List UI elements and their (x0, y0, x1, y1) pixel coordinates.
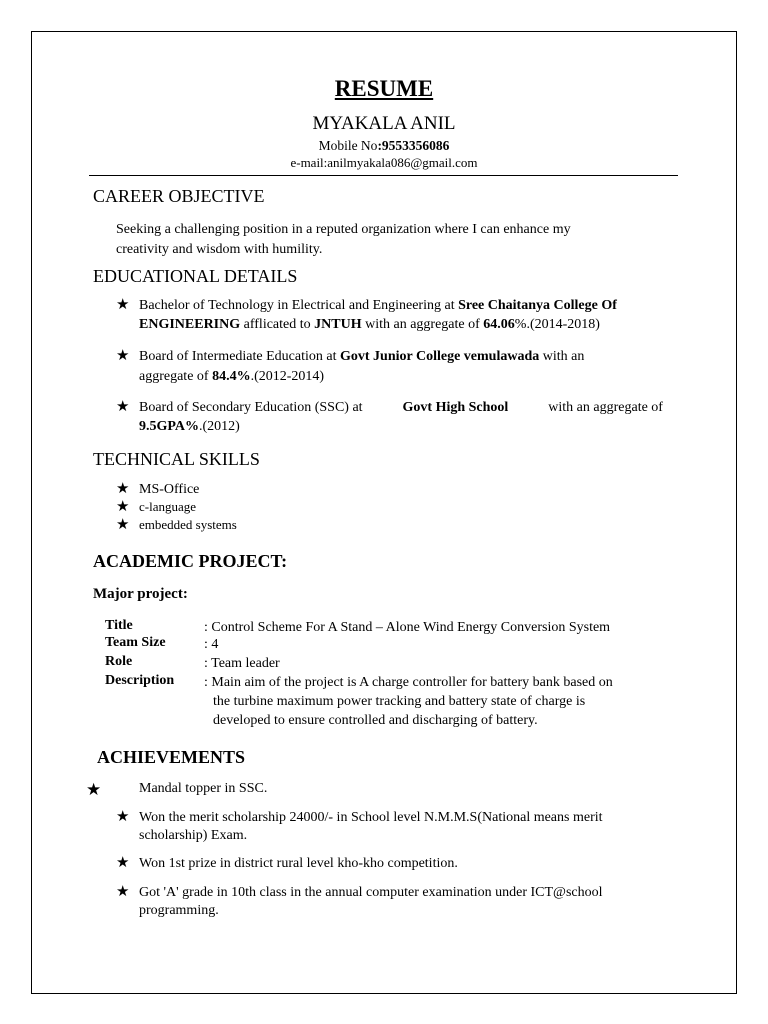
skills-heading: TECHNICAL SKILLS (93, 449, 260, 469)
star-bullet-icon: ★ (116, 297, 130, 313)
description-label: Description (105, 673, 175, 688)
objective-line-2: creativity and wisdom with humility. (116, 242, 323, 257)
mobile-number: :9553356086 (377, 138, 450, 153)
project-title-label: Title (105, 618, 133, 633)
resume-title: RESUME (334, 76, 434, 101)
education-btech-line-1: Bachelor of Technology in Electrical and Engineering at Sree Chaitanya College Of (139, 298, 617, 313)
achievement-item: Won the merit scholarship 24000/- in School level N.M.M.S(National means merit (139, 810, 603, 825)
skill-item: embedded systems (139, 517, 237, 532)
description-line-3: developed to ensure controlled and discharging of battery. (213, 713, 538, 728)
star-bullet-icon: ★ (116, 348, 130, 364)
description-line-2: the turbine maximum power tracking and battery state of charge is (213, 694, 586, 709)
star-bullet-icon: ★ (116, 481, 130, 497)
team-size-label: Team Size (105, 635, 166, 650)
education-btech-line-2: ENGINEERING afflicated to JNTUH with an aggregate of 64.06%.(2014-2018) (139, 317, 600, 332)
description-line-1: : Main aim of the project is A charge controller for battery bank based on (204, 675, 613, 690)
mobile-label: Mobile No (318, 138, 378, 153)
achievement-item: Mandal topper in SSC. (139, 781, 268, 796)
star-bullet-icon: ★ (86, 780, 102, 799)
header-divider (89, 175, 678, 176)
project-heading: ACADEMIC PROJECT: (93, 551, 288, 571)
role-value: : Team leader (204, 656, 280, 671)
education-ssc-line-2: 9.5GPA%.(2012) (139, 419, 240, 434)
objective-line-1: Seeking a challenging position in a reputed organization where I can enhance my (116, 222, 571, 237)
role-label: Role (105, 654, 133, 669)
skill-item: MS-Office (139, 482, 200, 497)
star-bullet-icon: ★ (116, 499, 130, 515)
email-line: e-mail:anilmyakala086@gmail.com (290, 155, 478, 170)
star-bullet-icon: ★ (116, 884, 130, 900)
star-bullet-icon: ★ (116, 517, 130, 533)
skill-item: c-language (139, 499, 197, 514)
achievement-item: Won 1st prize in district rural level kho-kho competition. (139, 856, 458, 871)
education-inter-line-1: Board of Intermediate Education at Govt Junior College vemulawada with an (139, 349, 585, 364)
achievements-heading: ACHIEVEMENTS (97, 747, 246, 767)
major-project-subheading: Major project: (93, 586, 188, 602)
candidate-name: MYAKALA ANIL (312, 113, 456, 134)
achievement-item: Got 'A' grade in 10th class in the annual computer examination under ICT@school (139, 885, 603, 900)
mobile-line (0, 138, 768, 154)
achievement-item-cont: scholarship) Exam. (139, 828, 248, 843)
achievement-item-cont: programming. (139, 903, 219, 918)
team-size-value: : 4 (204, 637, 219, 652)
star-bullet-icon: ★ (116, 809, 130, 825)
education-heading: EDUCATIONAL DETAILS (93, 266, 298, 286)
project-title-value: : Control Scheme For A Stand – Alone Wind Energy Conversion System (204, 620, 611, 635)
star-bullet-icon: ★ (116, 855, 130, 871)
star-bullet-icon: ★ (116, 399, 130, 415)
education-ssc-line-1: Board of Secondary Education (SSC) at Govt High School with an aggregate of (139, 400, 663, 415)
career-objective-heading: CAREER OBJECTIVE (93, 186, 265, 206)
education-inter-line-2: aggregate of 84.4%.(2012-2014) (139, 369, 325, 384)
